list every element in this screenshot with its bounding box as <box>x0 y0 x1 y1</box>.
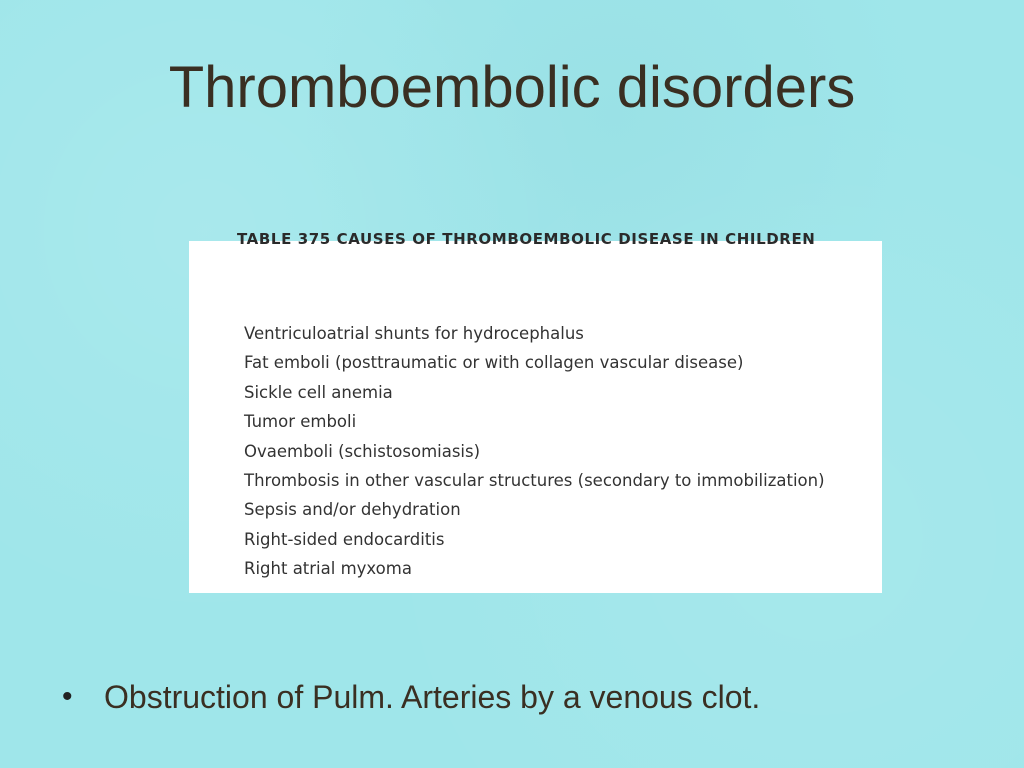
bullet-item <box>62 675 760 719</box>
list-item: Sickle cell anemia <box>244 382 393 402</box>
list-item: Right-sided endocarditis <box>244 529 445 549</box>
list-item: Tumor emboli <box>244 412 357 432</box>
cause-list <box>244 319 825 584</box>
slide-title: Thromboembolic disorders <box>168 55 856 120</box>
list-item: Right atrial myxoma <box>244 559 412 579</box>
list-item: Ovaemboli (schistosomiasis) <box>244 441 481 461</box>
list-item: Thrombosis in other vascular structures (secondary to immobilization) <box>244 471 825 491</box>
list-item: Fat emboli (posttraumatic or with collagen vascular disease) <box>244 353 744 373</box>
table-caption: TABLE 375 CAUSES OF THROMBOEMBOLIC DISEASE IN CHILDREN <box>237 230 816 248</box>
bullet-text: Obstruction of Pulm. Arteries by a venous clot. <box>104 679 761 715</box>
list-item: Ventriculoatrial shunts for hydrocephalus <box>244 324 584 343</box>
bullet-marker: • <box>62 680 73 713</box>
list-item: Sepsis and/or dehydration <box>244 500 461 520</box>
causes-table-image <box>189 230 882 593</box>
